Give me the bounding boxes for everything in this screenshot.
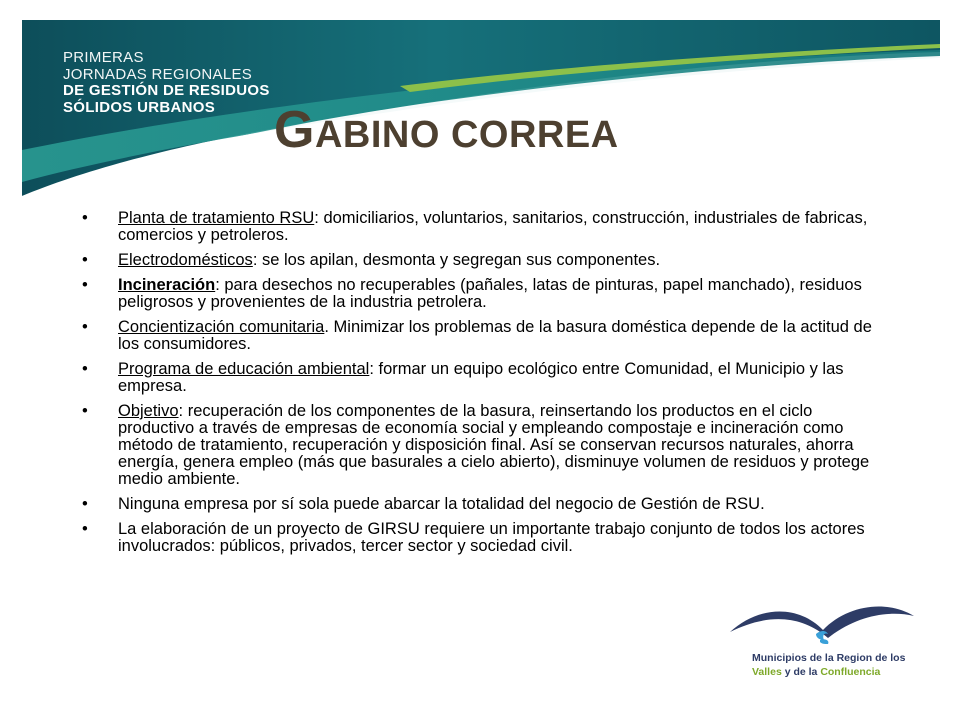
event-title-line-4: SÓLIDOS URBANOS [63,98,216,116]
list-item-text: Ninguna empresa por sí sola puede abarcar la totalidad del negocio de Gestión de RSU. [118,495,765,513]
event-title-line-3: DE GESTIÓN DE RESIDUOS [63,82,270,99]
event-title-line-1: PRIMERAS [63,49,144,66]
list-item-text: . Minimizar los problemas de la basura doméstica depende de la actitud de los consumidores. [118,318,872,353]
list-item [82,252,882,269]
bird-wave-logo-icon [728,596,918,652]
bullet-list [82,210,882,563]
logo-line-1: Municipios de la Region de los [752,652,906,664]
list-item-text: : formar un equipo ecológico entre Comunidad, el Municipio y las empresa. [118,360,844,395]
logo-confluencia: Confluencia [820,666,881,678]
event-title [63,50,270,116]
bullet-icon: • [82,402,88,420]
bullet-icon: • [82,209,88,227]
list-item-key: Planta de tratamiento RSU [118,209,315,227]
list-item-key: Concientización comunitaria [118,318,325,336]
list-item-text: : domiciliarios, voluntarios, sanitarios, construcción, industriales de fabricas, comercios y petroleros. [118,209,868,244]
list-item [82,403,882,488]
list-item [82,361,882,395]
list-item [82,319,882,353]
page-title [274,100,619,160]
logo-line-2 [752,666,880,678]
list-item-text: La elaboración de un proyecto de GIRSU requiere un importante trabajo conjunto de todos los actores involucrados: públicos, privados, tercer sector y sociedad civil. [118,520,865,555]
bullet-icon: • [82,360,88,378]
logo-valles: Valles [752,666,782,678]
bullet-icon: • [82,318,88,336]
list-item [82,496,882,513]
event-title-line-2: JORNADAS REGIONALES [63,65,253,83]
list-item-text: : para desechos no recuperables (pañales, latas de pinturas, papel manchado), residuos peligrosos y provenientes de la industria petrolera. [118,276,862,311]
page-title-rest: ABINO CORREA [314,114,619,156]
list-item [82,521,882,555]
list-item-key: Electrodomésticos [118,251,253,269]
bullet-icon: • [82,520,88,538]
municipios-logo [728,596,918,706]
page-title-initial: G [274,101,315,159]
list-item-text: : se los apilan, desmonta y segregan sus componentes. [252,251,661,269]
logo-connector: y de la [781,666,821,678]
bullet-icon: • [82,251,88,269]
list-item-text: : recuperación de los componentes de la basura, reinsertando los productos en el ciclo productivo a través de empresas de economía social y empleando compostaje e incineración como método de tratamiento, recuperación y disposición final. Así se conservan recursos naturales, ahorra energía, genera empleo (más que basurales a cielo abierto), disminuye volumen de residuos y protege medio ambiente. [118,402,870,488]
bullet-icon: • [82,276,88,294]
list-item [82,277,882,311]
list-item [82,210,882,244]
bullet-icon: • [82,495,88,513]
list-item-key: Incineración [118,276,216,294]
list-item-key: Programa de educación ambiental [118,360,370,378]
list-item-key: Objetivo [118,402,179,420]
